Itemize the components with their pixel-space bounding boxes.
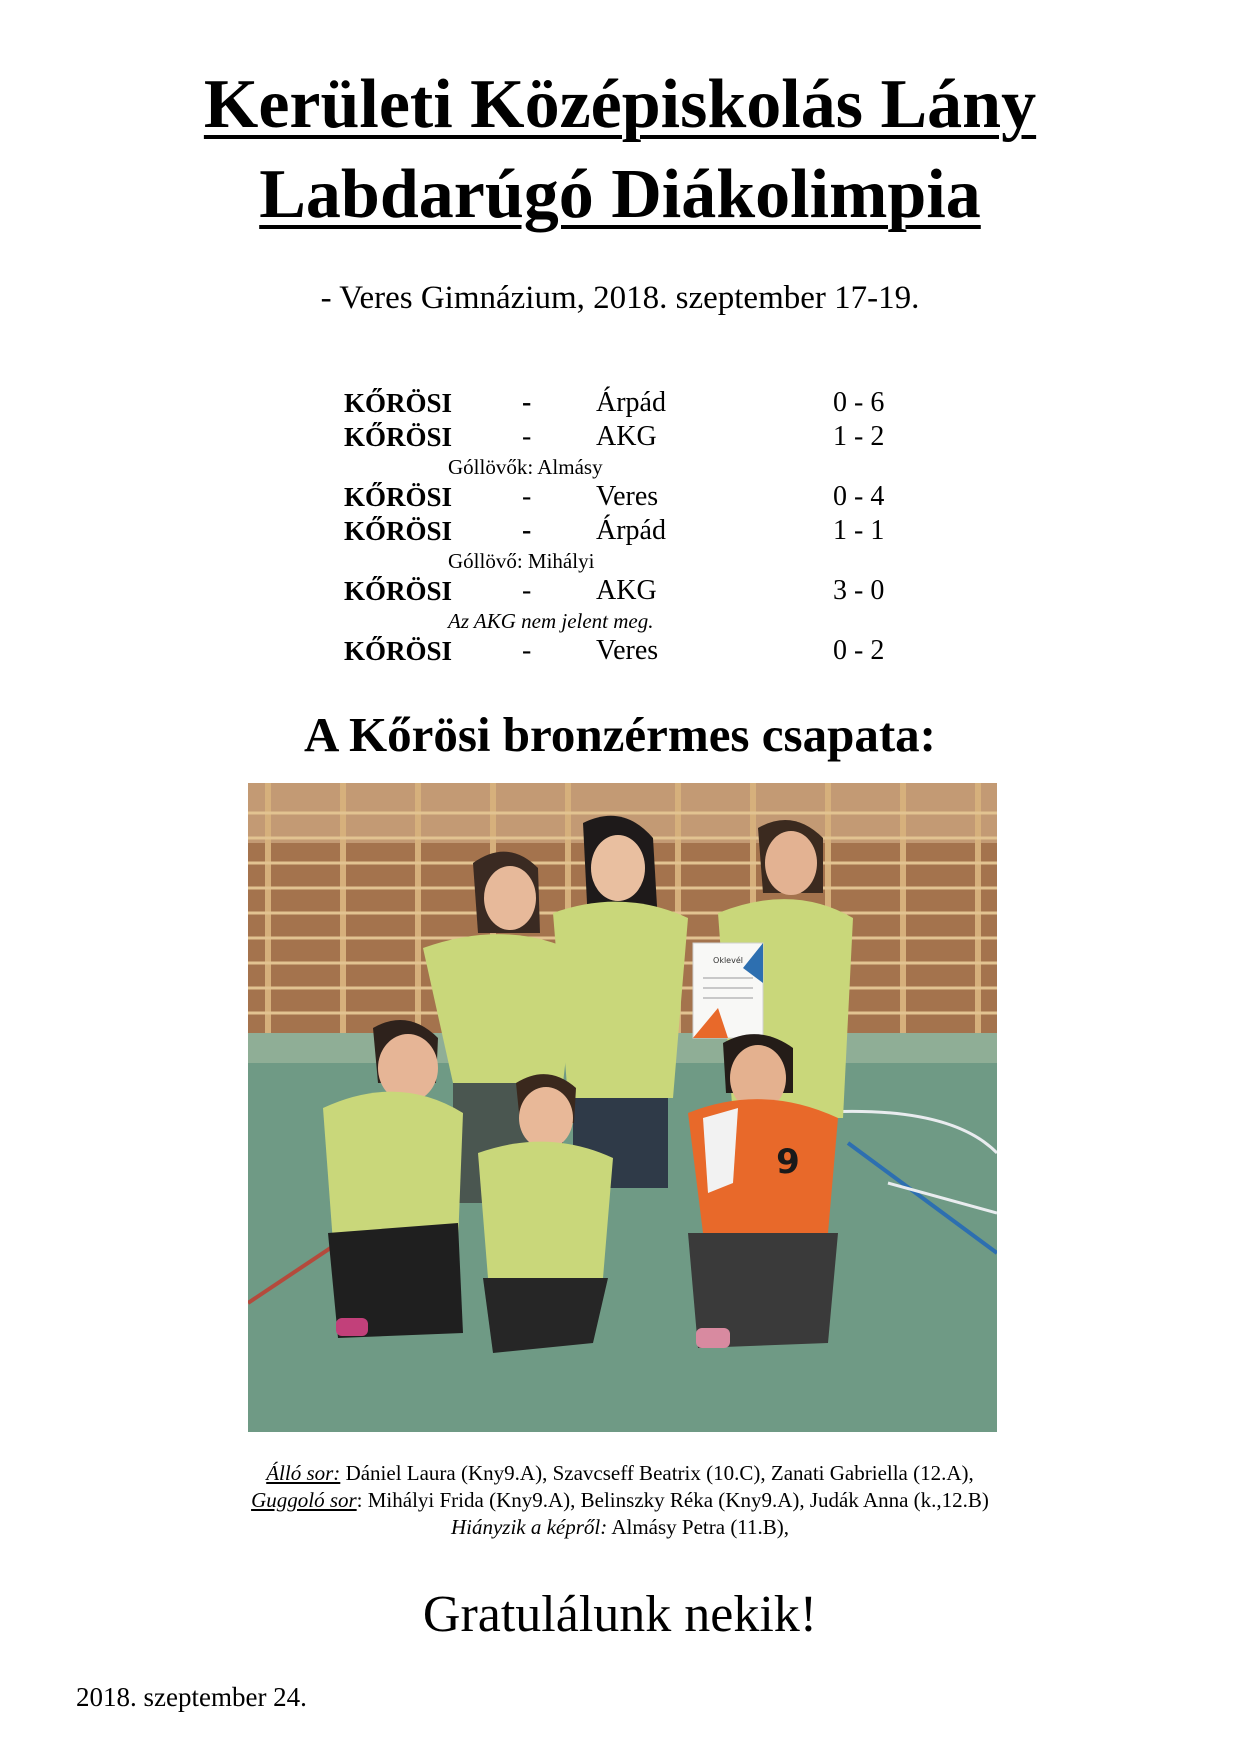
match-row: [0, 420, 1240, 454]
home-team: KŐRÖSI: [344, 422, 453, 452]
away-team: AKG: [596, 575, 657, 606]
match-separator: -: [522, 635, 532, 666]
home-team: KŐRÖSI: [344, 576, 453, 606]
page-title-line-1: Kerületi Középiskolás Lány: [203, 66, 1037, 143]
caption-standing-row: [0, 1460, 1240, 1487]
match-separator: -: [522, 421, 532, 452]
match-separator: -: [522, 387, 532, 418]
event-subtitle: - Veres Gimnázium, 2018. szeptember 17-19.: [320, 280, 920, 316]
match-row: [0, 514, 1240, 548]
match-separator: -: [522, 515, 532, 546]
home-team: KŐRÖSI: [344, 516, 453, 546]
match-row: [0, 386, 1240, 420]
caption-missing-row: [0, 1514, 1240, 1541]
match-row: [0, 480, 1240, 514]
match-score: 0 - 2: [833, 635, 885, 666]
jersey-number: 9: [776, 1142, 800, 1182]
match-note: Góllövő: Mihályi: [448, 549, 595, 573]
away-team: Veres: [596, 481, 659, 512]
match-score: 0 - 4: [833, 481, 885, 512]
diploma-title: Oklevél: [713, 956, 743, 965]
match-row: [0, 574, 1240, 608]
document-date: 2018. szeptember 24.: [76, 1682, 307, 1712]
page-title-line-2: Labdarúgó Diákolimpia: [259, 156, 981, 233]
congratulation-text: Gratulálunk nekik!: [422, 1586, 818, 1643]
crouching-label: Guggoló sor: [251, 1488, 357, 1512]
home-team: KŐRÖSI: [344, 388, 453, 418]
team-photo: [248, 783, 997, 1432]
match-row: [0, 634, 1240, 668]
match-results: [0, 386, 1240, 668]
match-separator: -: [522, 481, 532, 512]
home-team: KŐRÖSI: [344, 636, 453, 666]
away-team: AKG: [596, 421, 657, 452]
standing-label: Álló sor:: [266, 1461, 341, 1485]
standing-names: Dániel Laura (Kny9.A), Szavcseff Beatrix (10.C), Zanati Gabriella (12.A),: [340, 1461, 974, 1485]
match-separator: -: [522, 575, 532, 606]
match-score: 1 - 2: [833, 421, 885, 452]
match-note: Góllövők: Almásy: [448, 455, 603, 479]
crouching-names: : Mihályi Frida (Kny9.A), Belinszky Réka (Kny9.A), Judák Anna (k.,12.B): [356, 1488, 989, 1512]
team-heading: A Kőrösi bronzérmes csapata:: [304, 707, 936, 762]
missing-names: Almásy Petra (11.B),: [607, 1515, 790, 1539]
home-team: KŐRÖSI: [344, 482, 453, 512]
photo-caption: [0, 1460, 1240, 1541]
caption-crouching-row: [0, 1487, 1240, 1514]
match-score: 3 - 0: [833, 575, 885, 606]
away-team: Árpád: [596, 387, 666, 418]
away-team: Veres: [596, 635, 659, 666]
match-note: Az AKG nem jelent meg.: [448, 609, 654, 633]
away-team: Árpád: [596, 515, 666, 546]
match-score: 0 - 6: [833, 387, 885, 418]
missing-label: Hiányzik a képről:: [450, 1515, 608, 1539]
match-score: 1 - 1: [833, 515, 885, 546]
